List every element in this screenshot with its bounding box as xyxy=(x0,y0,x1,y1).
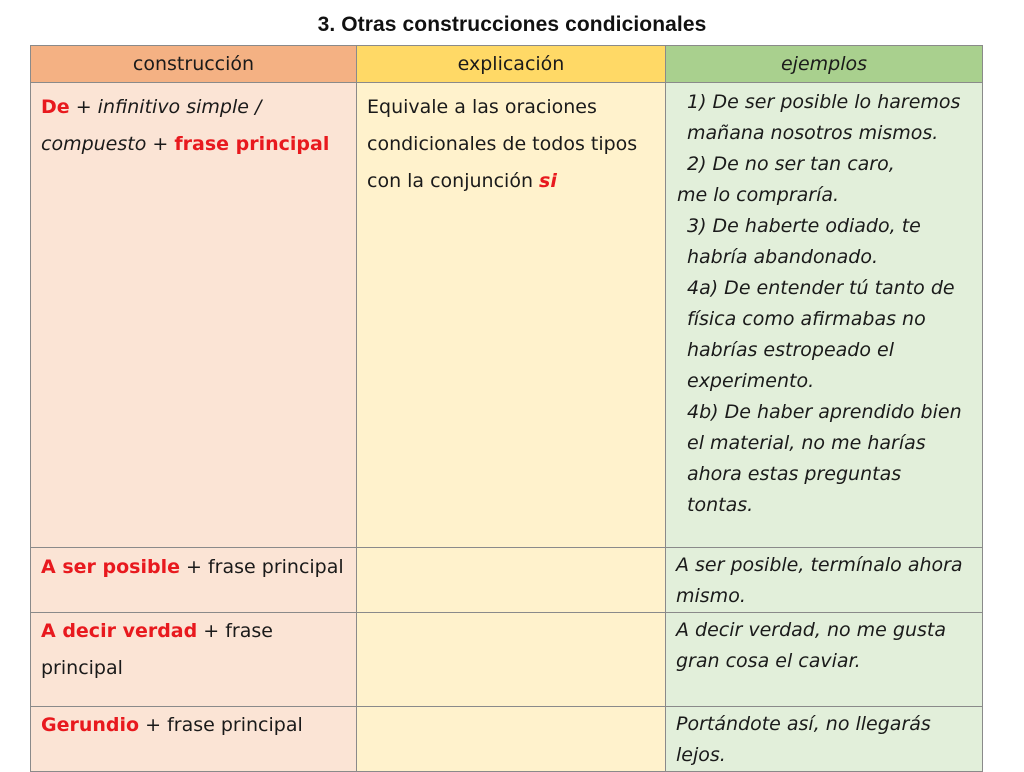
construction-middle: infinitivo simple / compuesto xyxy=(41,96,262,155)
table-row xyxy=(31,548,983,613)
examples-cell xyxy=(666,83,983,548)
table-row xyxy=(31,83,983,548)
table-row xyxy=(31,707,983,772)
example-item: 4b) De haber aprendido bien el material, no me harías ahora estas preguntas tontas. xyxy=(687,401,962,516)
example-item: 3) De haberte odiado, te habría abandonado. xyxy=(687,215,921,268)
example-item: 4a) De entender tú tanto de física como afirmabas no habrías estropeado el experimento. xyxy=(687,277,955,392)
header-examples: ejemplos xyxy=(666,46,983,83)
explanation-text: Equivale a las oraciones condicionales de todos tipos con la conjunción xyxy=(367,96,638,192)
keyword: A ser posible xyxy=(41,556,180,578)
plus-sign: + xyxy=(69,96,98,118)
construction-cell xyxy=(31,613,357,707)
keyword: frase principal xyxy=(174,133,330,155)
explanation-cell xyxy=(357,613,666,707)
explanation-cell xyxy=(357,83,666,548)
keyword: Gerundio xyxy=(41,714,140,736)
example-item: A decir verdad, no me gusta gran cosa el caviar. xyxy=(676,619,946,672)
keyword: De xyxy=(41,96,70,118)
construction-cell xyxy=(31,707,357,772)
explanation-text xyxy=(357,707,665,713)
plus-sign: + xyxy=(146,133,175,155)
examples-cell xyxy=(666,548,983,613)
example-item: me lo compraría. xyxy=(677,184,840,206)
example-item: A ser posible, termínalo ahora mismo. xyxy=(676,554,963,607)
keyword: A decir verdad xyxy=(41,620,198,642)
page-title: 3. Otras construcciones condicionales xyxy=(317,13,707,36)
header-construction: construcción xyxy=(31,46,357,83)
example-item: Portándote así, no llegarás lejos. xyxy=(676,713,931,766)
construction-cell xyxy=(31,548,357,613)
construction-rest: + frase principal xyxy=(179,556,344,578)
construction-cell xyxy=(31,83,357,548)
explanation-cell xyxy=(357,707,666,772)
examples-cell xyxy=(666,613,983,707)
keyword: si xyxy=(539,170,557,192)
example-item: 2) De no ser tan caro, xyxy=(687,153,895,175)
header-row xyxy=(31,46,983,83)
explanation-text xyxy=(357,613,665,619)
construction-rest: + frase principal xyxy=(139,714,303,736)
example-item: 1) De ser posible lo haremos mañana nosotros mismos. xyxy=(687,91,961,144)
construction-rest: + frase principal xyxy=(41,620,273,679)
explanation-text xyxy=(357,548,665,554)
conditional-constructions-table xyxy=(30,45,983,772)
examples-cell xyxy=(666,707,983,772)
table-row xyxy=(31,613,983,707)
explanation-cell xyxy=(357,548,666,613)
header-explanation: explicación xyxy=(357,46,666,83)
